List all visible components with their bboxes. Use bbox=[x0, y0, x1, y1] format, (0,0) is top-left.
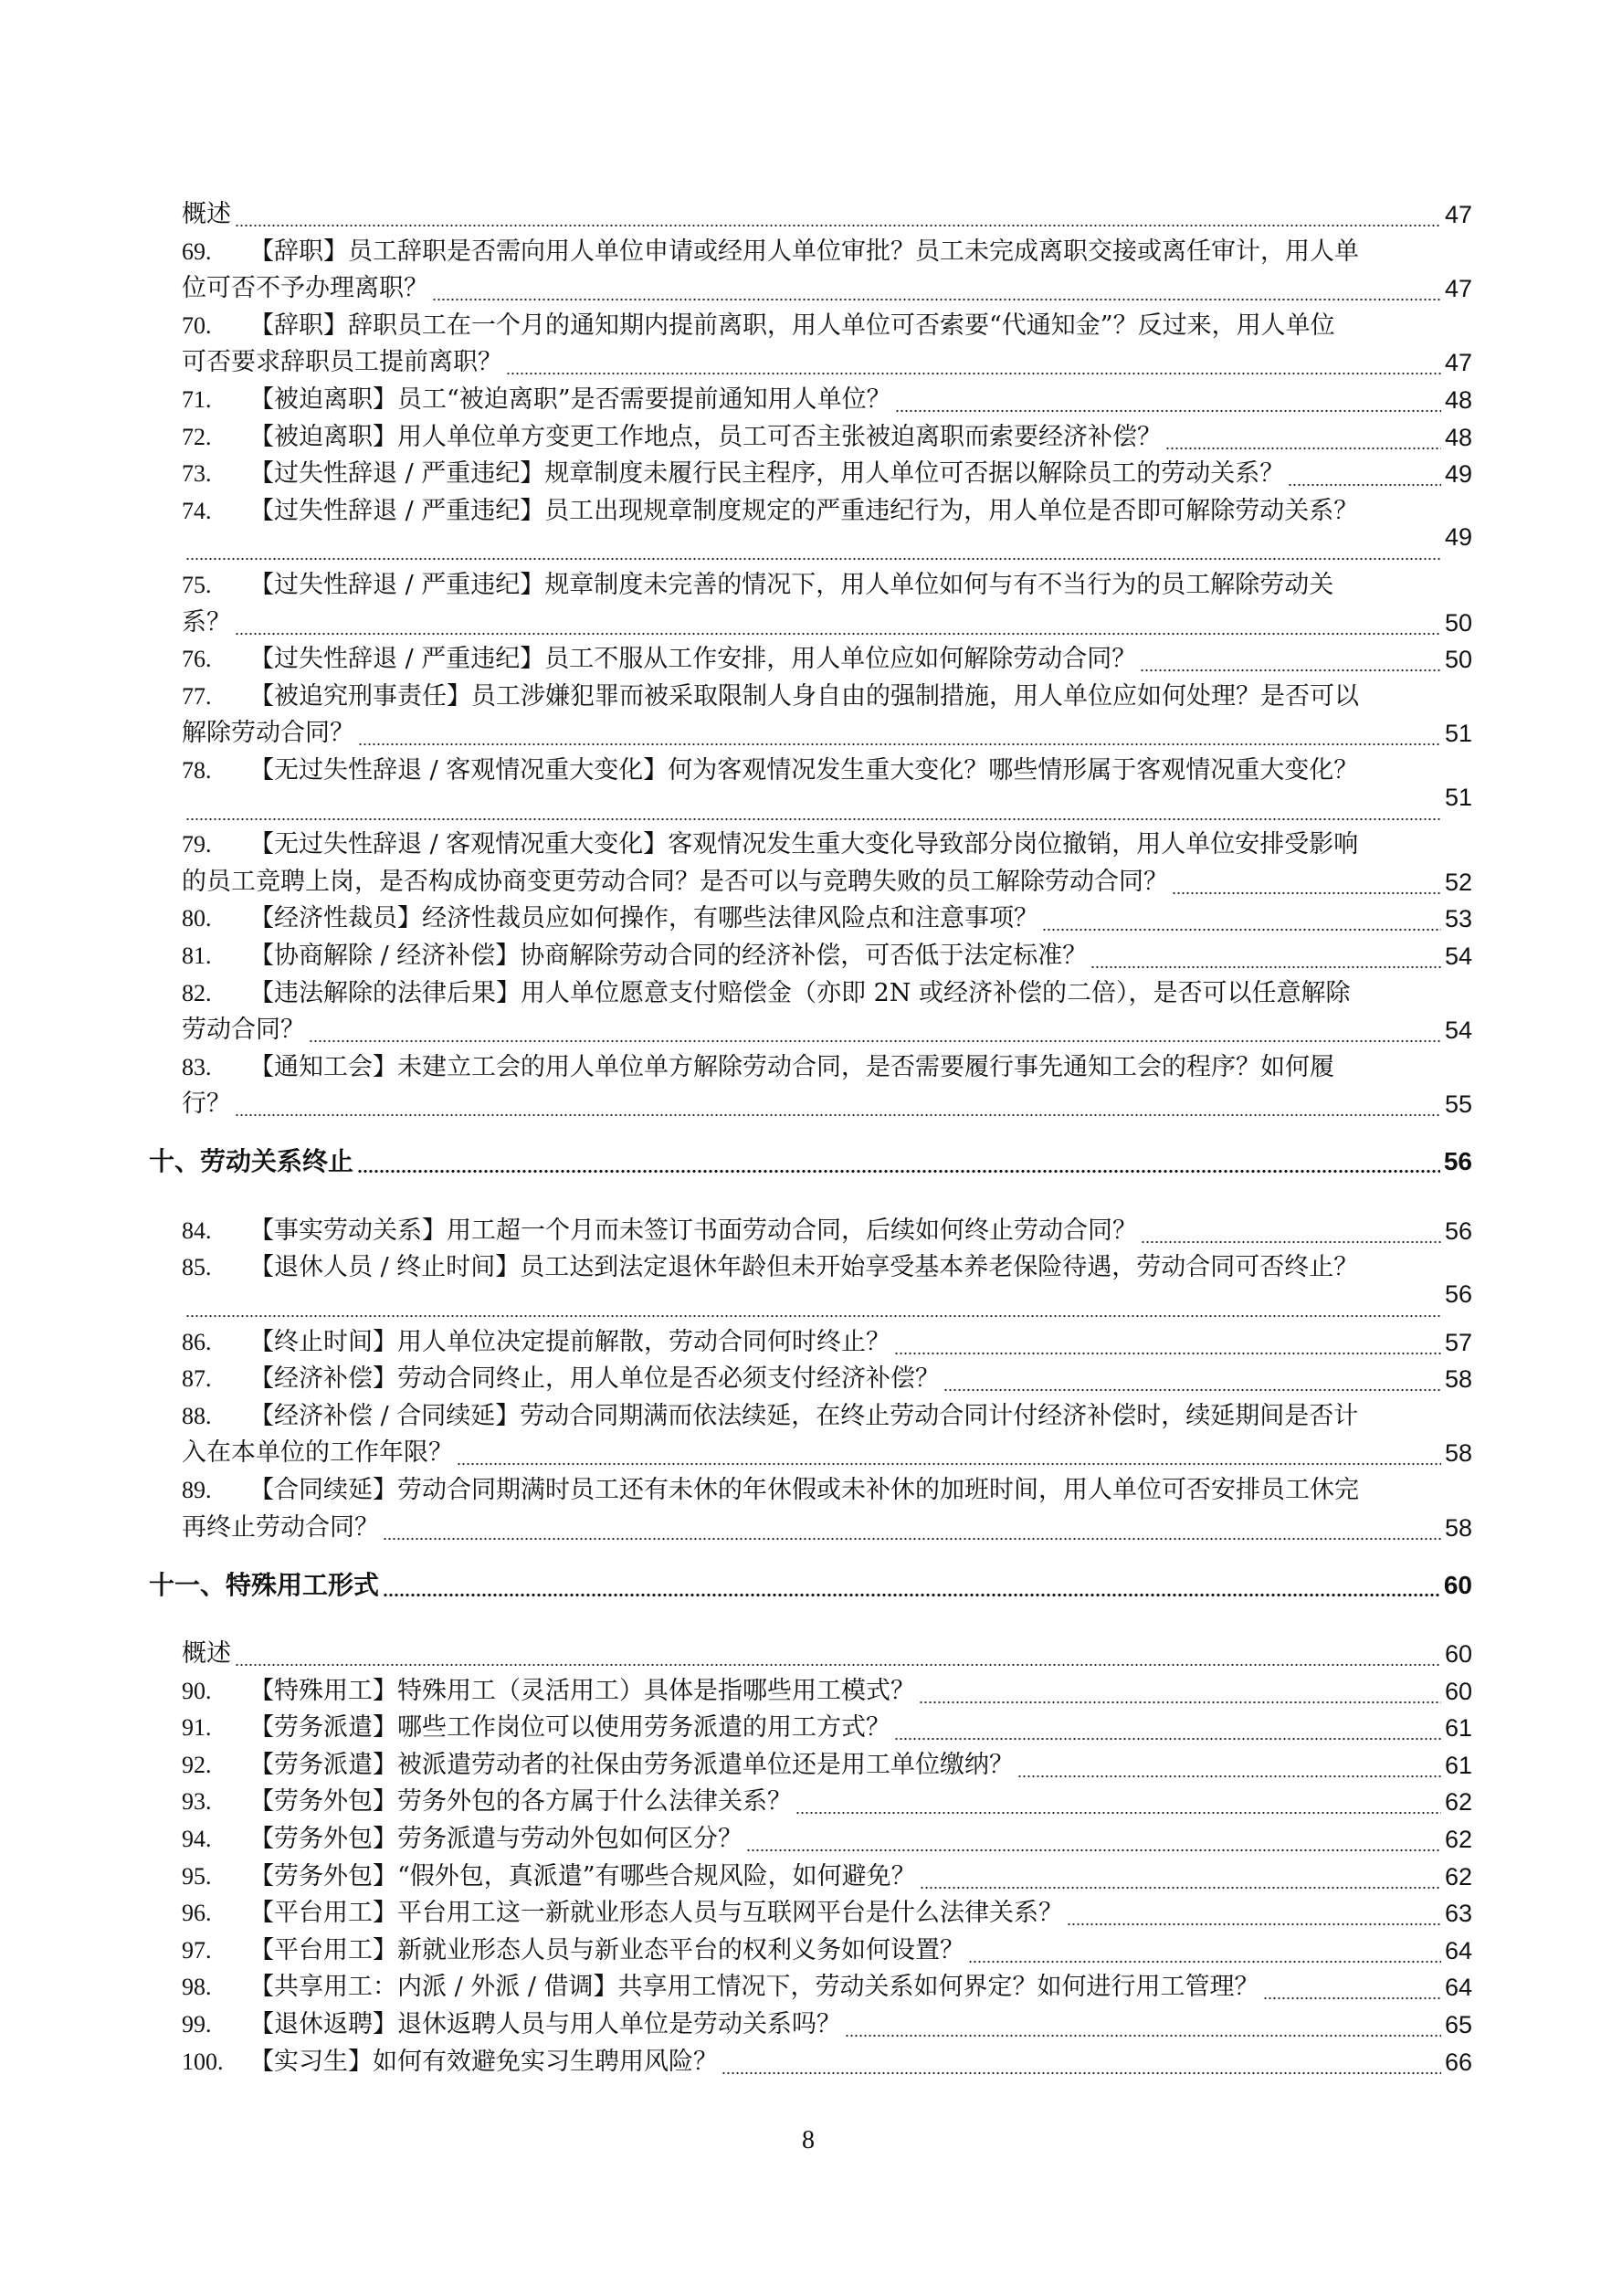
toc-entry-text: 行？ bbox=[182, 1090, 231, 1119]
dot-leader bbox=[357, 1146, 1440, 1177]
toc-entry-number: 81. bbox=[182, 943, 212, 969]
toc-entry-line[interactable] bbox=[182, 416, 1472, 453]
toc-entry-line[interactable] bbox=[182, 783, 1472, 824]
toc-page-number: 51 bbox=[1444, 720, 1472, 748]
dot-leader bbox=[919, 1676, 1441, 1707]
toc-entry-line[interactable] bbox=[182, 638, 1472, 675]
dot-leader bbox=[1067, 1898, 1441, 1929]
toc-section-heading[interactable] bbox=[149, 1564, 1472, 1601]
toc-entry-line[interactable] bbox=[182, 1930, 1472, 1966]
dot-leader bbox=[358, 718, 1441, 749]
toc-entry-number: 98. bbox=[182, 1974, 212, 2001]
toc-entry-line[interactable] bbox=[182, 379, 1472, 416]
toc-page-number: 64 bbox=[1444, 1974, 1472, 2002]
dot-leader bbox=[235, 607, 1441, 638]
toc-entry-line[interactable] bbox=[182, 1247, 1472, 1283]
toc-entry-text: 【共享用工：内派 / 外派 / 借调】共享用工情况下，劳动关系如何界定？如何进行用工管理？ bbox=[249, 1973, 1259, 2002]
toc-entry-number: 75. bbox=[182, 572, 212, 598]
toc-entry-text: 解除劳动合同？ bbox=[182, 719, 354, 748]
toc-entry-line[interactable] bbox=[182, 1856, 1472, 1892]
toc-section-heading[interactable] bbox=[149, 1141, 1472, 1177]
toc-entry-text: 【平台用工】新就业形态人员与新业态平台的权利义务如何设置？ bbox=[249, 1935, 964, 1964]
toc-page-number: 62 bbox=[1444, 1862, 1472, 1891]
toc-entry-number: 80. bbox=[182, 905, 212, 932]
dot-leader bbox=[309, 1015, 1441, 1046]
toc-page-number: 56 bbox=[1444, 1280, 1472, 1308]
toc-entry-line[interactable] bbox=[182, 750, 1472, 786]
toc-entry-number: 72. bbox=[182, 423, 212, 450]
toc-entry-number: 70. bbox=[182, 311, 212, 339]
page-number: 8 bbox=[802, 2126, 815, 2154]
toc-entry-line[interactable] bbox=[182, 1009, 1472, 1046]
toc-entry-line[interactable] bbox=[182, 1047, 1472, 1083]
toc-entry-number: 100. bbox=[182, 2048, 224, 2075]
toc-entry-line[interactable] bbox=[182, 1358, 1472, 1395]
dot-leader bbox=[895, 384, 1441, 416]
toc-entry-line[interactable] bbox=[182, 1396, 1472, 1432]
toc-entry-line[interactable] bbox=[182, 824, 1472, 860]
toc-entry-number: 76. bbox=[182, 646, 212, 673]
toc-entry-line[interactable] bbox=[182, 523, 1472, 563]
toc-entry-number: 71. bbox=[182, 386, 212, 413]
toc-entry-line[interactable] bbox=[182, 602, 1472, 638]
toc-page-number: 56 bbox=[1443, 1147, 1472, 1176]
toc-entry-line[interactable] bbox=[182, 1432, 1472, 1469]
toc-entry-number: 97. bbox=[182, 1936, 212, 1964]
toc-entry-line[interactable] bbox=[182, 1707, 1472, 1743]
toc-entry-line[interactable] bbox=[182, 1469, 1472, 1506]
dot-leader bbox=[943, 1364, 1441, 1395]
toc-entry-text: 【被迫离职】用人单位单方变更工作地点，员工可否主张被迫离职而索要经济补偿？ bbox=[249, 422, 1162, 451]
dot-leader bbox=[235, 1638, 1441, 1669]
toc-page-number: 55 bbox=[1444, 1090, 1472, 1119]
toc-entry-text: 【经济性裁员】经济性裁员应如何操作，有哪些法律风险点和注意事项？ bbox=[249, 904, 1038, 933]
dot-leader bbox=[185, 1290, 1441, 1321]
toc-entry-number: 74. bbox=[182, 497, 212, 524]
dot-leader bbox=[432, 273, 1441, 304]
toc-page-number: 50 bbox=[1444, 608, 1472, 637]
toc-entry-text: 【经济补偿 / 合同续延】劳动合同期满而依法续延，在终止劳动合同计付经济补偿时，续延期间是否计 bbox=[249, 1401, 1359, 1430]
toc-entry-line[interactable] bbox=[182, 973, 1472, 1009]
toc-entry-text: 【过失性辞退 / 严重违纪】规章制度未完善的情况下，用人单位如何与有不当行为的员工解除劳动关 bbox=[249, 571, 1334, 599]
toc-entry-number: 87. bbox=[182, 1365, 212, 1393]
toc-entry-number: 77. bbox=[182, 682, 212, 710]
toc-entry-text: 【劳务外包】劳务外包的各方属于什么法律关系？ bbox=[249, 1787, 792, 1817]
toc-page-number: 51 bbox=[1444, 783, 1472, 811]
toc-entry-number: 78. bbox=[182, 757, 212, 784]
toc-entry-number: 93. bbox=[182, 1788, 212, 1816]
toc-entry-line[interactable] bbox=[182, 1818, 1472, 1855]
dot-leader bbox=[235, 1089, 1441, 1120]
toc-entry-line[interactable] bbox=[182, 2041, 1472, 2078]
toc-entry-text: 【过失性辞退 / 严重违纪】员工出现规章制度规定的严重违纪行为，用人单位是否即可解除劳动关系？ bbox=[249, 496, 1359, 525]
dot-leader bbox=[235, 199, 1441, 230]
toc-entry-number: 92. bbox=[182, 1751, 212, 1778]
toc-entry-text: 【退休返聘】退休返聘人员与用人单位是劳动关系吗？ bbox=[249, 2010, 841, 2038]
toc-page-number: 62 bbox=[1444, 1788, 1472, 1817]
toc-entry-text: 【经济补偿】劳动合同终止，用人单位是否必须支付经济补偿？ bbox=[249, 1364, 940, 1394]
toc-page-number: 47 bbox=[1444, 201, 1472, 228]
toc-entry-number: 94. bbox=[182, 1826, 212, 1852]
toc-entry-number: 82. bbox=[182, 979, 212, 1006]
toc-entry-line[interactable] bbox=[182, 1892, 1472, 1929]
dot-leader bbox=[746, 1824, 1441, 1855]
toc-page-number: 66 bbox=[1444, 2048, 1472, 2076]
toc-page-number: 60 bbox=[1444, 1640, 1472, 1668]
toc-entry-number: 95. bbox=[182, 1862, 212, 1890]
toc-entry-text: 再终止劳动合同？ bbox=[182, 1512, 379, 1542]
dot-leader bbox=[506, 347, 1441, 378]
toc-entry-text: 【合同续延】劳动合同期满时员工还有未休的年休假或未补休的加班时间，用人单位可否安排员工休完 bbox=[249, 1476, 1359, 1504]
dot-leader bbox=[1141, 1216, 1441, 1247]
toc-page-number: 58 bbox=[1444, 1365, 1472, 1394]
toc-entry-text: 【无过失性辞退 / 客观情况重大变化】客观情况发生重大变化导致部分岗位撤销，用人单位安排受影响 bbox=[249, 830, 1359, 859]
dot-leader bbox=[185, 532, 1441, 563]
toc-entry-number: 88. bbox=[182, 1402, 212, 1429]
toc-entry-number: 99. bbox=[182, 2011, 212, 2038]
toc-page-number: 60 bbox=[1444, 1677, 1472, 1705]
toc-entry-text: 【特殊用工】特殊用工（灵活用工）具体是指哪些用工模式？ bbox=[249, 1676, 915, 1705]
dot-leader bbox=[1288, 458, 1441, 490]
toc-entry-line[interactable] bbox=[182, 935, 1472, 972]
toc-entry-number: 89. bbox=[182, 1477, 212, 1503]
toc-entry-line[interactable] bbox=[182, 453, 1472, 490]
toc-entry-line[interactable] bbox=[182, 861, 1472, 898]
toc-entry-text: 【通知工会】未建立工会的用人单位单方解除劳动合同，是否需要履行事先通知工会的程序？如何履 bbox=[249, 1052, 1334, 1081]
toc-page-number: 47 bbox=[1444, 349, 1472, 377]
toc-entry-text: 的员工竞聘上岗，是否构成协商变更劳动合同？是否可以与竞聘失败的员工解除劳动合同？ bbox=[182, 867, 1168, 896]
toc-page-number: 50 bbox=[1444, 646, 1472, 674]
dot-leader bbox=[1263, 1972, 1441, 2003]
toc-entry-text: 概述 bbox=[182, 200, 231, 228]
dot-leader bbox=[1017, 1750, 1441, 1781]
toc-page-number: 65 bbox=[1444, 2011, 1472, 2038]
toc-entry-line[interactable] bbox=[182, 564, 1472, 601]
toc-entry-line[interactable] bbox=[182, 1507, 1472, 1543]
toc-entry-text: 【劳务外包】劳务派遣与劳动外包如何区分？ bbox=[249, 1825, 743, 1853]
toc-entry-text: 【终止时间】用人单位决定提前解散，劳动合同何时终止？ bbox=[249, 1327, 890, 1356]
dot-leader bbox=[920, 1861, 1441, 1892]
toc-entry-number: 85. bbox=[182, 1254, 212, 1281]
toc-page-number: 64 bbox=[1444, 1936, 1472, 1964]
dot-leader bbox=[1165, 422, 1441, 453]
toc-entry-number: 83. bbox=[182, 1053, 212, 1080]
toc-entry-text: 【实习生】如何有效避免实习生聘用风险？ bbox=[249, 2047, 718, 2076]
toc-entry-line[interactable] bbox=[182, 1670, 1472, 1707]
dot-leader bbox=[894, 1712, 1441, 1743]
toc-entry-number: 91. bbox=[182, 1714, 212, 1742]
toc-page-number: 54 bbox=[1444, 1016, 1472, 1045]
toc-entry-text: 概述 bbox=[182, 1639, 231, 1668]
toc-entry-line[interactable] bbox=[182, 342, 1472, 378]
toc-entry-line[interactable] bbox=[182, 1210, 1472, 1247]
toc-entry-line[interactable] bbox=[182, 898, 1472, 934]
dot-leader bbox=[845, 2009, 1441, 2040]
dot-leader bbox=[721, 2047, 1441, 2078]
dot-leader bbox=[894, 1327, 1441, 1358]
toc-entry-line[interactable] bbox=[182, 1744, 1472, 1781]
toc-entry-line[interactable] bbox=[182, 2004, 1472, 2040]
dot-leader bbox=[1042, 903, 1441, 934]
toc-entry-text: 入在本单位的工作年限？ bbox=[182, 1438, 453, 1468]
dot-leader bbox=[1172, 867, 1441, 898]
toc-entry-line[interactable] bbox=[182, 1083, 1472, 1120]
toc-page-number: 48 bbox=[1444, 423, 1472, 451]
toc-page-number: 62 bbox=[1444, 1826, 1472, 1853]
toc-heading-title: 十一、特殊用工形式 bbox=[149, 1569, 380, 1600]
toc-page-number: 49 bbox=[1444, 460, 1472, 489]
toc-entry-line[interactable] bbox=[182, 194, 1472, 230]
toc-entry-line[interactable] bbox=[182, 676, 1472, 712]
toc-entry-text: 【过失性辞退 / 严重违纪】规章制度未履行民主程序，用人单位可否据以解除员工的劳动关系？ bbox=[249, 459, 1285, 489]
toc-entry-text: 【劳务外包】“假外包，真派遣”有哪些合规风险，如何避免？ bbox=[249, 1861, 916, 1891]
toc-entry-text: 【退休人员 / 终止时间】员工达到法定退休年龄但未开始享受基本养老保险待遇，劳动合同可否终止？ bbox=[249, 1253, 1359, 1282]
toc-page-number: 60 bbox=[1443, 1570, 1472, 1599]
toc-page-number: 61 bbox=[1444, 1714, 1472, 1743]
toc-page-number: 54 bbox=[1444, 943, 1472, 970]
toc-entry-line[interactable] bbox=[182, 1966, 1472, 2003]
toc-entry-text: 系？ bbox=[182, 607, 231, 637]
dot-leader bbox=[795, 1786, 1441, 1817]
toc-entry-line[interactable] bbox=[182, 1280, 1472, 1321]
toc-page-number: 58 bbox=[1444, 1513, 1472, 1542]
toc-page-number: 49 bbox=[1444, 523, 1472, 552]
toc-entry-text: 劳动合同？ bbox=[182, 1016, 305, 1045]
dot-leader bbox=[185, 793, 1441, 824]
toc-entry-number: 73. bbox=[182, 460, 212, 488]
toc-entry-number: 90. bbox=[182, 1677, 212, 1704]
toc-page-number: 48 bbox=[1444, 386, 1472, 414]
toc-entry-line[interactable] bbox=[182, 305, 1472, 342]
toc-page-number: 63 bbox=[1444, 1900, 1472, 1928]
toc-page-number: 53 bbox=[1444, 905, 1472, 933]
toc-entry-line[interactable] bbox=[182, 1633, 1472, 1669]
toc-heading-title: 十、劳动关系终止 bbox=[149, 1146, 354, 1177]
toc-entry-text: 【平台用工】平台用工这一新就业形态人员与互联网平台是什么法律关系？ bbox=[249, 1899, 1063, 1928]
toc-entry-line[interactable] bbox=[182, 1322, 1472, 1358]
toc-entry-text: 可否要求辞职员工提前离职？ bbox=[182, 348, 502, 377]
toc-page-number: 52 bbox=[1444, 868, 1472, 896]
toc-page-number: 61 bbox=[1444, 1751, 1472, 1779]
toc-page-number: 56 bbox=[1444, 1216, 1472, 1245]
toc-entry-text: 【协商解除 / 经济补偿】协商解除劳动合同的经济补偿，可否低于法定标准？ bbox=[249, 942, 1088, 970]
toc-entry-number: 84. bbox=[182, 1216, 212, 1244]
dot-leader bbox=[457, 1438, 1441, 1469]
toc-entry-line[interactable] bbox=[182, 712, 1472, 749]
toc-entry-text: 【劳务派遣】哪些工作岗位可以使用劳务派遣的用工方式？ bbox=[249, 1713, 890, 1743]
toc-entry-line[interactable] bbox=[182, 268, 1472, 304]
toc-entry-text: 【被迫离职】员工“被迫离职”是否需要提前通知用人单位？ bbox=[249, 385, 891, 414]
dot-leader bbox=[1140, 644, 1441, 675]
toc-page-number: 57 bbox=[1444, 1328, 1472, 1356]
toc-entry-number: 69. bbox=[182, 237, 212, 265]
toc-entry-text: 【事实劳动关系】用工超一个月而未签订书面劳动合同，后续如何终止劳动合同？ bbox=[249, 1216, 1137, 1245]
toc-entry-text: 【无过失性辞退 / 客观情况重大变化】何为客观情况发生重大变化？哪些情形属于客观情况重大变化？ bbox=[249, 756, 1359, 785]
dot-leader bbox=[383, 1512, 1441, 1543]
toc-entry-text: 【辞职】辞职员工在一个月的通知期内提前离职，用人单位可否索要“代通知金”？反过来，用人单位 bbox=[249, 311, 1335, 340]
toc-page-number: 58 bbox=[1444, 1439, 1472, 1468]
toc-entry-number: 96. bbox=[182, 1900, 212, 1927]
toc-entry-text: 位可否不予办理离职？ bbox=[182, 274, 428, 303]
toc-entry-line[interactable] bbox=[182, 490, 1472, 527]
toc-entry-line[interactable] bbox=[182, 231, 1472, 268]
dot-leader bbox=[383, 1570, 1440, 1601]
toc-entry-text: 【被追究刑事责任】员工涉嫌犯罪而被采取限制人身自由的强制措施，用人单位应如何处理？是否可以 bbox=[249, 681, 1359, 711]
toc-entry-number: 79. bbox=[182, 831, 212, 858]
toc-entry-text: 【辞职】员工辞职是否需向用人单位申请或经用人单位审批？员工未完成离职交接或离任审计，用人单 bbox=[249, 237, 1359, 266]
toc-entry-line[interactable] bbox=[182, 1781, 1472, 1817]
toc-entry-number: 86. bbox=[182, 1328, 212, 1355]
toc-entry-text: 【劳务派遣】被派遣劳动者的社保由劳务派遣单位还是用工单位缴纳？ bbox=[249, 1750, 1014, 1779]
toc-page-number: 47 bbox=[1444, 275, 1472, 303]
dot-leader bbox=[968, 1935, 1441, 1966]
toc-entry-text: 【过失性辞退 / 严重违纪】员工不服从工作安排，用人单位应如何解除劳动合同？ bbox=[249, 645, 1137, 674]
dot-leader bbox=[1090, 941, 1441, 972]
toc-entry-text: 【违法解除的法律后果】用人单位愿意支付赔偿金（亦即 2N 或经济补偿的二倍），是否可以任意解除 bbox=[249, 978, 1351, 1007]
